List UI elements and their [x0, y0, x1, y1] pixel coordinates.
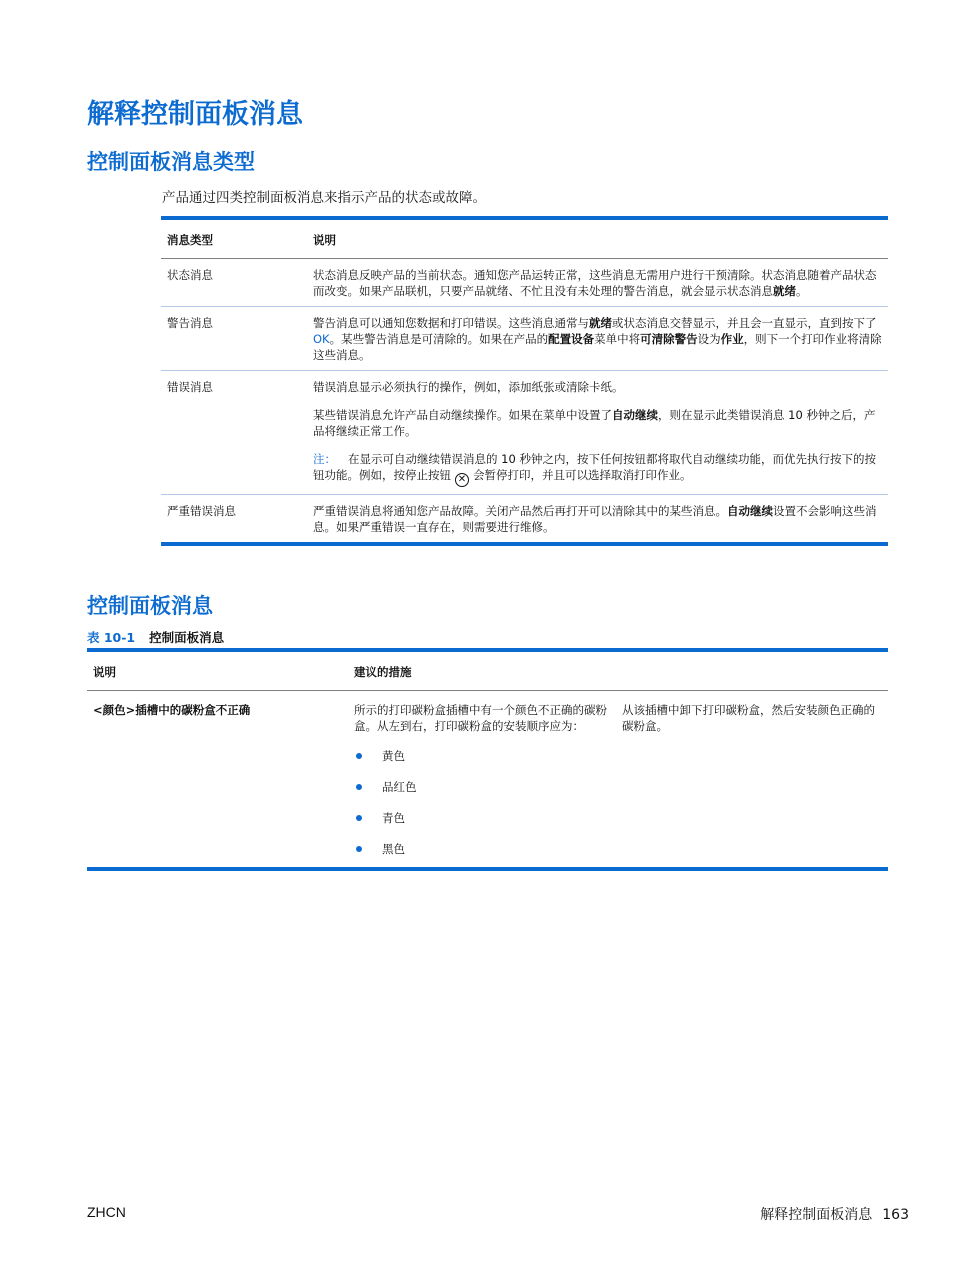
footer-locale: ZHCN [87, 1204, 126, 1220]
ok-button-reference: OK [313, 332, 330, 346]
note-label: 注： [313, 452, 336, 466]
list-item: 品红色 [354, 779, 610, 810]
message-types-table [161, 216, 888, 546]
table-row [87, 691, 888, 870]
list-item: 青色 [354, 810, 610, 841]
table-row [161, 259, 888, 307]
message-type-error: 错误消息 [161, 371, 307, 495]
message-type-status: 状态消息 [167, 268, 213, 282]
table-row [161, 371, 888, 495]
table-row [161, 307, 888, 371]
bullet-icon [356, 753, 362, 759]
footer-chapter: 解释控制面板消息 163 [760, 1207, 909, 1223]
bullet-icon [356, 815, 362, 821]
table-header-row [87, 650, 888, 691]
page-number: 163 [882, 1207, 909, 1223]
section-heading-panel-messages: 控制面板消息 [87, 594, 213, 618]
bullet-icon [356, 846, 362, 852]
list-item: 黑色 [354, 841, 610, 859]
page-title: 解释控制面板消息 [87, 99, 303, 130]
column-header-action: 建议的措施 [348, 650, 888, 691]
message-text: <颜色>插槽中的碳粉盒不正确 [93, 703, 251, 717]
message-type-warning: 警告消息 [161, 307, 307, 371]
error-description: 错误消息显示必须执行的操作，例如，添加纸张或清除卡纸。 某些错误消息允许产品自动继续操作。如果在菜单中设置了自动继续，则在显示此类错误消息 10 秒钟之后，产品将继续正常工作。 注： 在显示可自动继续错误消息的 10 秒钟之内，按下任何按钮都将取代自动继续功能，而优先执行按下的按钮功能。例如，按停止按钮 ✕ 会暂停打印，并且可以选择取消打印作业。 [307, 371, 888, 495]
column-header-description: 说明 [87, 650, 348, 691]
table-row [161, 495, 888, 545]
column-header-type: 消息类型 [161, 218, 307, 259]
recommended-action: 从该插槽中卸下打印碳粉盒，然后安装颜色正确的碳粉盒。 [622, 703, 875, 733]
warning-description: 警告消息可以通知您数据和打印错误。这些消息通常与就绪或状态消息交替显示，并且会一直显示，直到按下了OK。某些警告消息是可清除的。如果在产品的配置设备菜单中将可清除警告设为作业，则下一个打印作业将清除这些消息。 [307, 307, 888, 371]
intro-text: 产品通过四类控制面板消息来指示产品的状态或故障。 [162, 190, 486, 206]
bullet-icon [356, 784, 362, 790]
section-heading-message-types: 控制面板消息类型 [87, 150, 255, 174]
stop-icon: ✕ [455, 473, 469, 487]
cartridge-description: 所示的打印碳粉盒插槽中有一个颜色不正确的碳粉盒。从左到右，打印碳粉盒的安装顺序应为： [354, 703, 607, 733]
table-caption: 表 10-1 控制面板消息 [87, 630, 225, 645]
critical-description: 严重错误消息将通知您产品故障。关闭产品然后再打开可以清除其中的某些消息。自动继续设置不会影响这些消息。如果严重错误一直存在，则需要进行维修。 [307, 495, 888, 545]
message-type-critical: 严重错误消息 [161, 495, 307, 545]
note: 注： 在显示可自动继续错误消息的 10 秒钟之内，按下任何按钮都将取代自动继续功能，而优先执行按下的按钮功能。例如，按停止按钮 ✕ 会暂停打印，并且可以选择取消打印作业。 [313, 452, 876, 485]
table-header-row [161, 218, 888, 259]
panel-messages-table [87, 648, 888, 871]
cartridge-order-list [354, 748, 610, 859]
list-item: 黄色 [354, 748, 610, 779]
column-header-description: 说明 [307, 218, 888, 259]
status-description: 状态消息反映产品的当前状态。通知您产品运转正常，这些消息无需用户进行干预清除。状态消息随着产品状态而改变。如果产品联机，只要产品就绪、不忙且没有未处理的警告消息，就会显示状态消息就绪。 [313, 268, 877, 298]
